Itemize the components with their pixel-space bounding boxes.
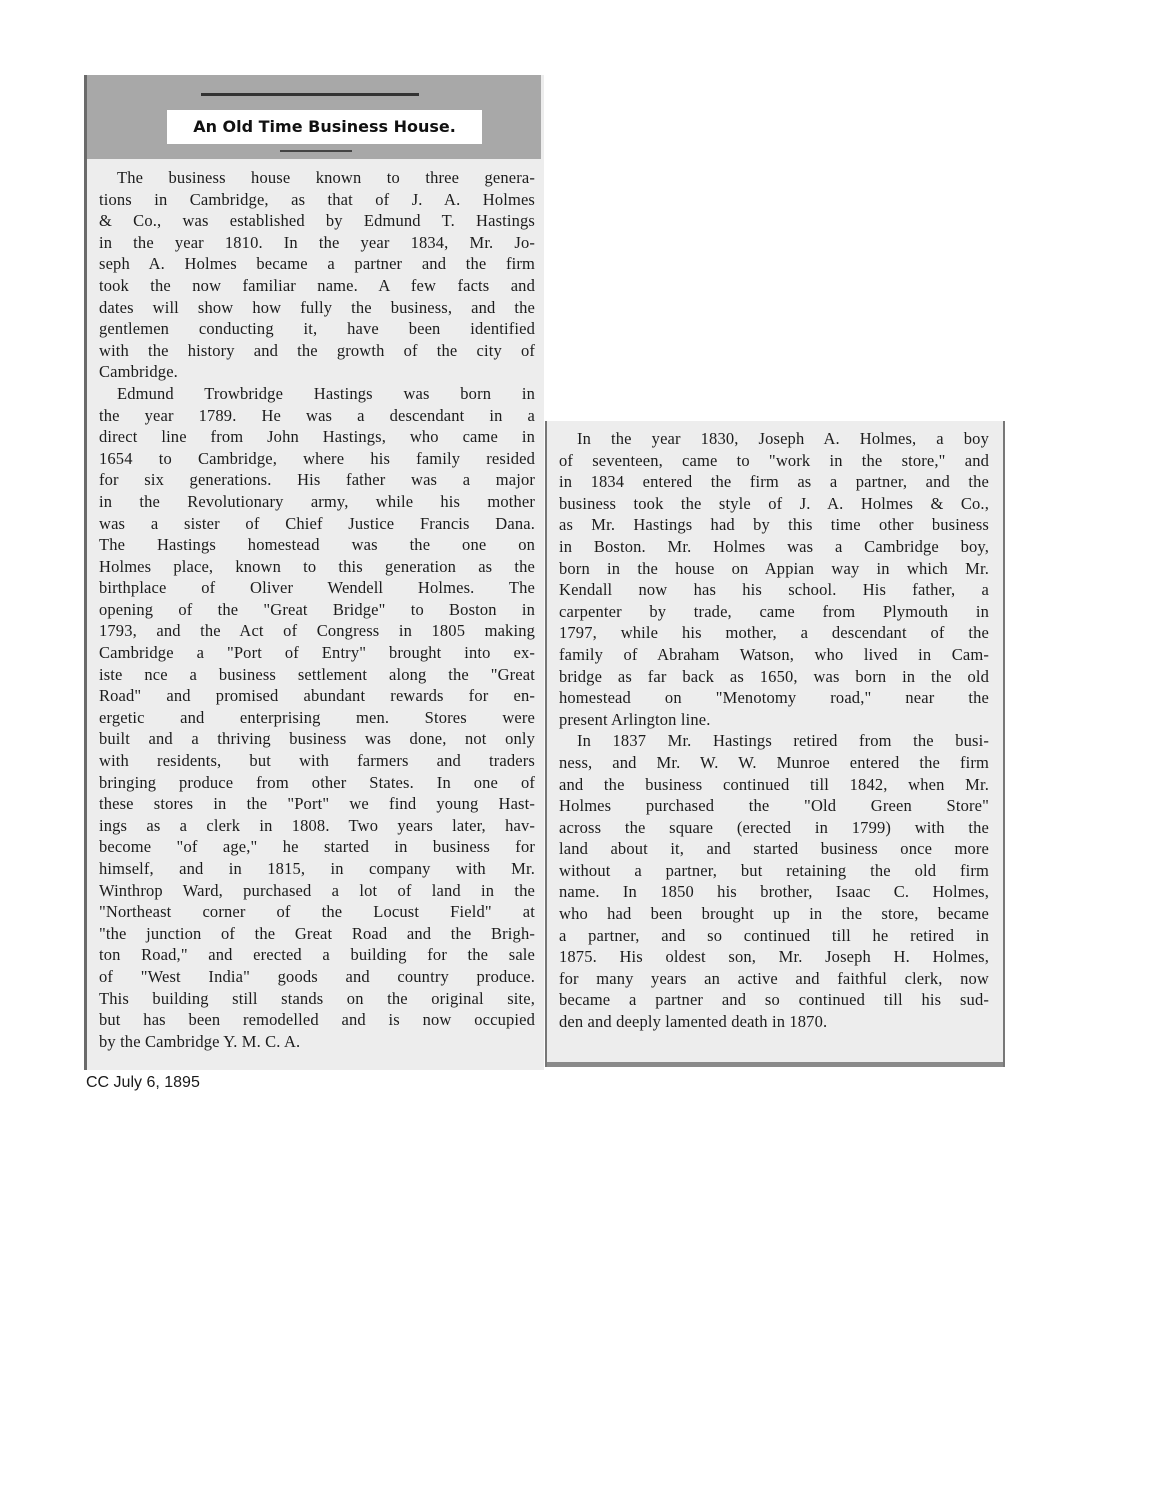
- article-text-line: these stores in the "Port" we find young Hast-: [99, 794, 535, 814]
- article-text-line: "Northeast corner of the Locust Field" at: [99, 902, 535, 922]
- article-text-line: ings as a clerk in 1808. Two years later, hav-: [99, 815, 535, 835]
- article-text-line: business took the style of J. A. Holmes & Co.,: [559, 493, 989, 513]
- article-text-line: name. In 1850 his brother, Isaac C. Holmes,: [559, 882, 989, 902]
- article-text-line: Road" and promised abundant rewards for en-: [99, 686, 535, 706]
- article-text-line: a partner, and so continued till he retired in: [559, 925, 989, 945]
- article-text-line: in the Revolutionary army, while his mother: [99, 491, 535, 511]
- headline-rule-bottom: [280, 150, 352, 152]
- article-text-line: In the year 1830, Joseph A. Holmes, a boy: [577, 429, 989, 448]
- article-text-line: in Boston. Mr. Holmes was a Cambridge boy,: [559, 536, 989, 556]
- article-text-line: den and deeply lamented death in 1870.: [559, 1012, 828, 1032]
- article-clipping-left: [84, 75, 544, 1070]
- article-text-line: homestead on "Menotomy road," near the: [559, 688, 989, 708]
- headline-band: [87, 75, 541, 159]
- article-text-line: In 1837 Mr. Hastings retired from the busi-: [577, 731, 989, 751]
- article-text-line: for six generations. His father was a major: [99, 470, 535, 490]
- article-text-line: Winthrop Ward, purchased a lot of land in the: [99, 880, 535, 900]
- article-text-line: and the business continued till 1842, when Mr.: [559, 774, 989, 794]
- article-text-line: birthplace of Oliver Wendell Holmes. The: [99, 578, 535, 598]
- article-text-line: "the junction of the Great Road and the Brigh-: [99, 923, 535, 943]
- article-text-line: ness, and Mr. W. W. Munroe entered the firm: [559, 752, 989, 772]
- article-title: An Old Time Business House.: [193, 117, 456, 136]
- article-text-line: in 1834 entered the firm as a partner, and the: [559, 472, 989, 492]
- article-text-line: 1797, while his mother, a descendant of the: [559, 623, 989, 643]
- article-text-line: who had been brought up in the store, became: [559, 904, 989, 924]
- article-text-line: of "West India" goods and country produce.: [99, 966, 535, 986]
- article-text-line: 1793, and the Act of Congress in 1805 making: [99, 621, 535, 641]
- article-text-line: himself, and in 1815, in company with Mr.: [99, 859, 535, 878]
- article-text-line: The Hastings homestead was the one on: [99, 535, 535, 555]
- article-text-line: Holmes place, known to this generation as the: [99, 556, 535, 576]
- article-text-line: by the Cambridge Y. M. C. A.: [99, 1031, 301, 1051]
- article-text-line: born in the house on Appian way in which Mr.: [559, 558, 989, 578]
- article-text-line: without a partner, but retaining the old firm: [559, 860, 989, 880]
- article-text-line: Holmes purchased the "Old Green Store": [559, 796, 989, 816]
- article-text-line: ton Road," and erected a building for the sale: [99, 945, 535, 965]
- article-text-line: Kendall now has his school. His father, a: [559, 580, 989, 600]
- headline-box: [167, 110, 482, 144]
- article-text-line: bridge as far back as 1650, was born in the old: [559, 666, 989, 686]
- article-body-left-column: [99, 167, 535, 1052]
- article-text-line: ergetic and enterprising men. Stores were: [99, 707, 535, 727]
- article-text-line: 1654 to Cambridge, where his family resided: [99, 448, 535, 468]
- article-text-line: for many years an active and faithful clerk, now: [559, 968, 989, 988]
- article-text-line: family of Abraham Watson, who lived in Cam-: [559, 644, 989, 664]
- article-text-line: 1875. His oldest son, Mr. Joseph H. Holmes,: [559, 947, 989, 967]
- article-text-line: bringing produce from other States. In one of: [99, 772, 535, 792]
- article-body-right-column: [559, 428, 989, 1033]
- article-text-line: with the history and the growth of the city of: [99, 340, 535, 360]
- source-caption: CC July 6, 1895: [86, 1074, 200, 1091]
- article-text-line: gentlemen conducting it, have been identified: [99, 319, 535, 339]
- article-text-line: Cambridge a "Port of Entry" brought into ex-: [99, 643, 535, 663]
- article-text-line: & Co., was established by Edmund T. Hastings: [99, 211, 535, 231]
- article-text-line: Edmund Trowbridge Hastings was born in: [117, 383, 535, 403]
- article-text-line: built and a thriving business was done, not only: [99, 729, 535, 749]
- article-text-line: tions in Cambridge, as that of J. A. Holmes: [99, 189, 535, 209]
- article-text-line: land about it, and started business once more: [559, 839, 989, 859]
- article-text-line: carpenter by trade, came from Plymouth in: [559, 601, 989, 621]
- article-text-line: This building still stands on the original site,: [99, 988, 535, 1008]
- article-text-line: of seventeen, came to "work in the store," and: [559, 450, 989, 470]
- article-text-line: the year 1789. He was a descendant in a: [99, 405, 535, 425]
- article-text-line: was a sister of Chief Justice Francis Dana.: [99, 513, 535, 533]
- article-text-line: opening of the "Great Bridge" to Boston in: [99, 599, 535, 619]
- article-text-line: dates will show how fully the business, and the: [99, 297, 535, 317]
- article-text-line: across the square (erected in 1799) with the: [559, 817, 989, 837]
- article-text-line: iste nce a business settlement along the "Great: [99, 664, 535, 684]
- article-text-line: present Arlington line.: [559, 709, 711, 729]
- article-text-line: seph A. Holmes became a partner and the firm: [99, 254, 535, 274]
- article-text-line: The business house known to three genera-: [117, 168, 535, 187]
- article-text-line: as Mr. Hastings had by this time other business: [559, 515, 989, 535]
- article-text-line: direct line from John Hastings, who came in: [99, 427, 535, 447]
- article-text-line: took the now familiar name. A few facts and: [99, 275, 535, 295]
- article-clipping-right: [545, 421, 1005, 1067]
- article-text-line: with residents, but with farmers and traders: [99, 751, 535, 771]
- article-text-line: became a partner and so continued till his sud-: [559, 990, 989, 1010]
- article-text-line: become "of age," he started in business for: [99, 837, 535, 857]
- article-text-line: in the year 1810. In the year 1834, Mr. Jo-: [99, 232, 535, 252]
- headline-rule-top: [201, 93, 419, 96]
- article-text-line: Cambridge.: [99, 362, 178, 382]
- article-text-line: but has been remodelled and is now occupied: [99, 1010, 535, 1030]
